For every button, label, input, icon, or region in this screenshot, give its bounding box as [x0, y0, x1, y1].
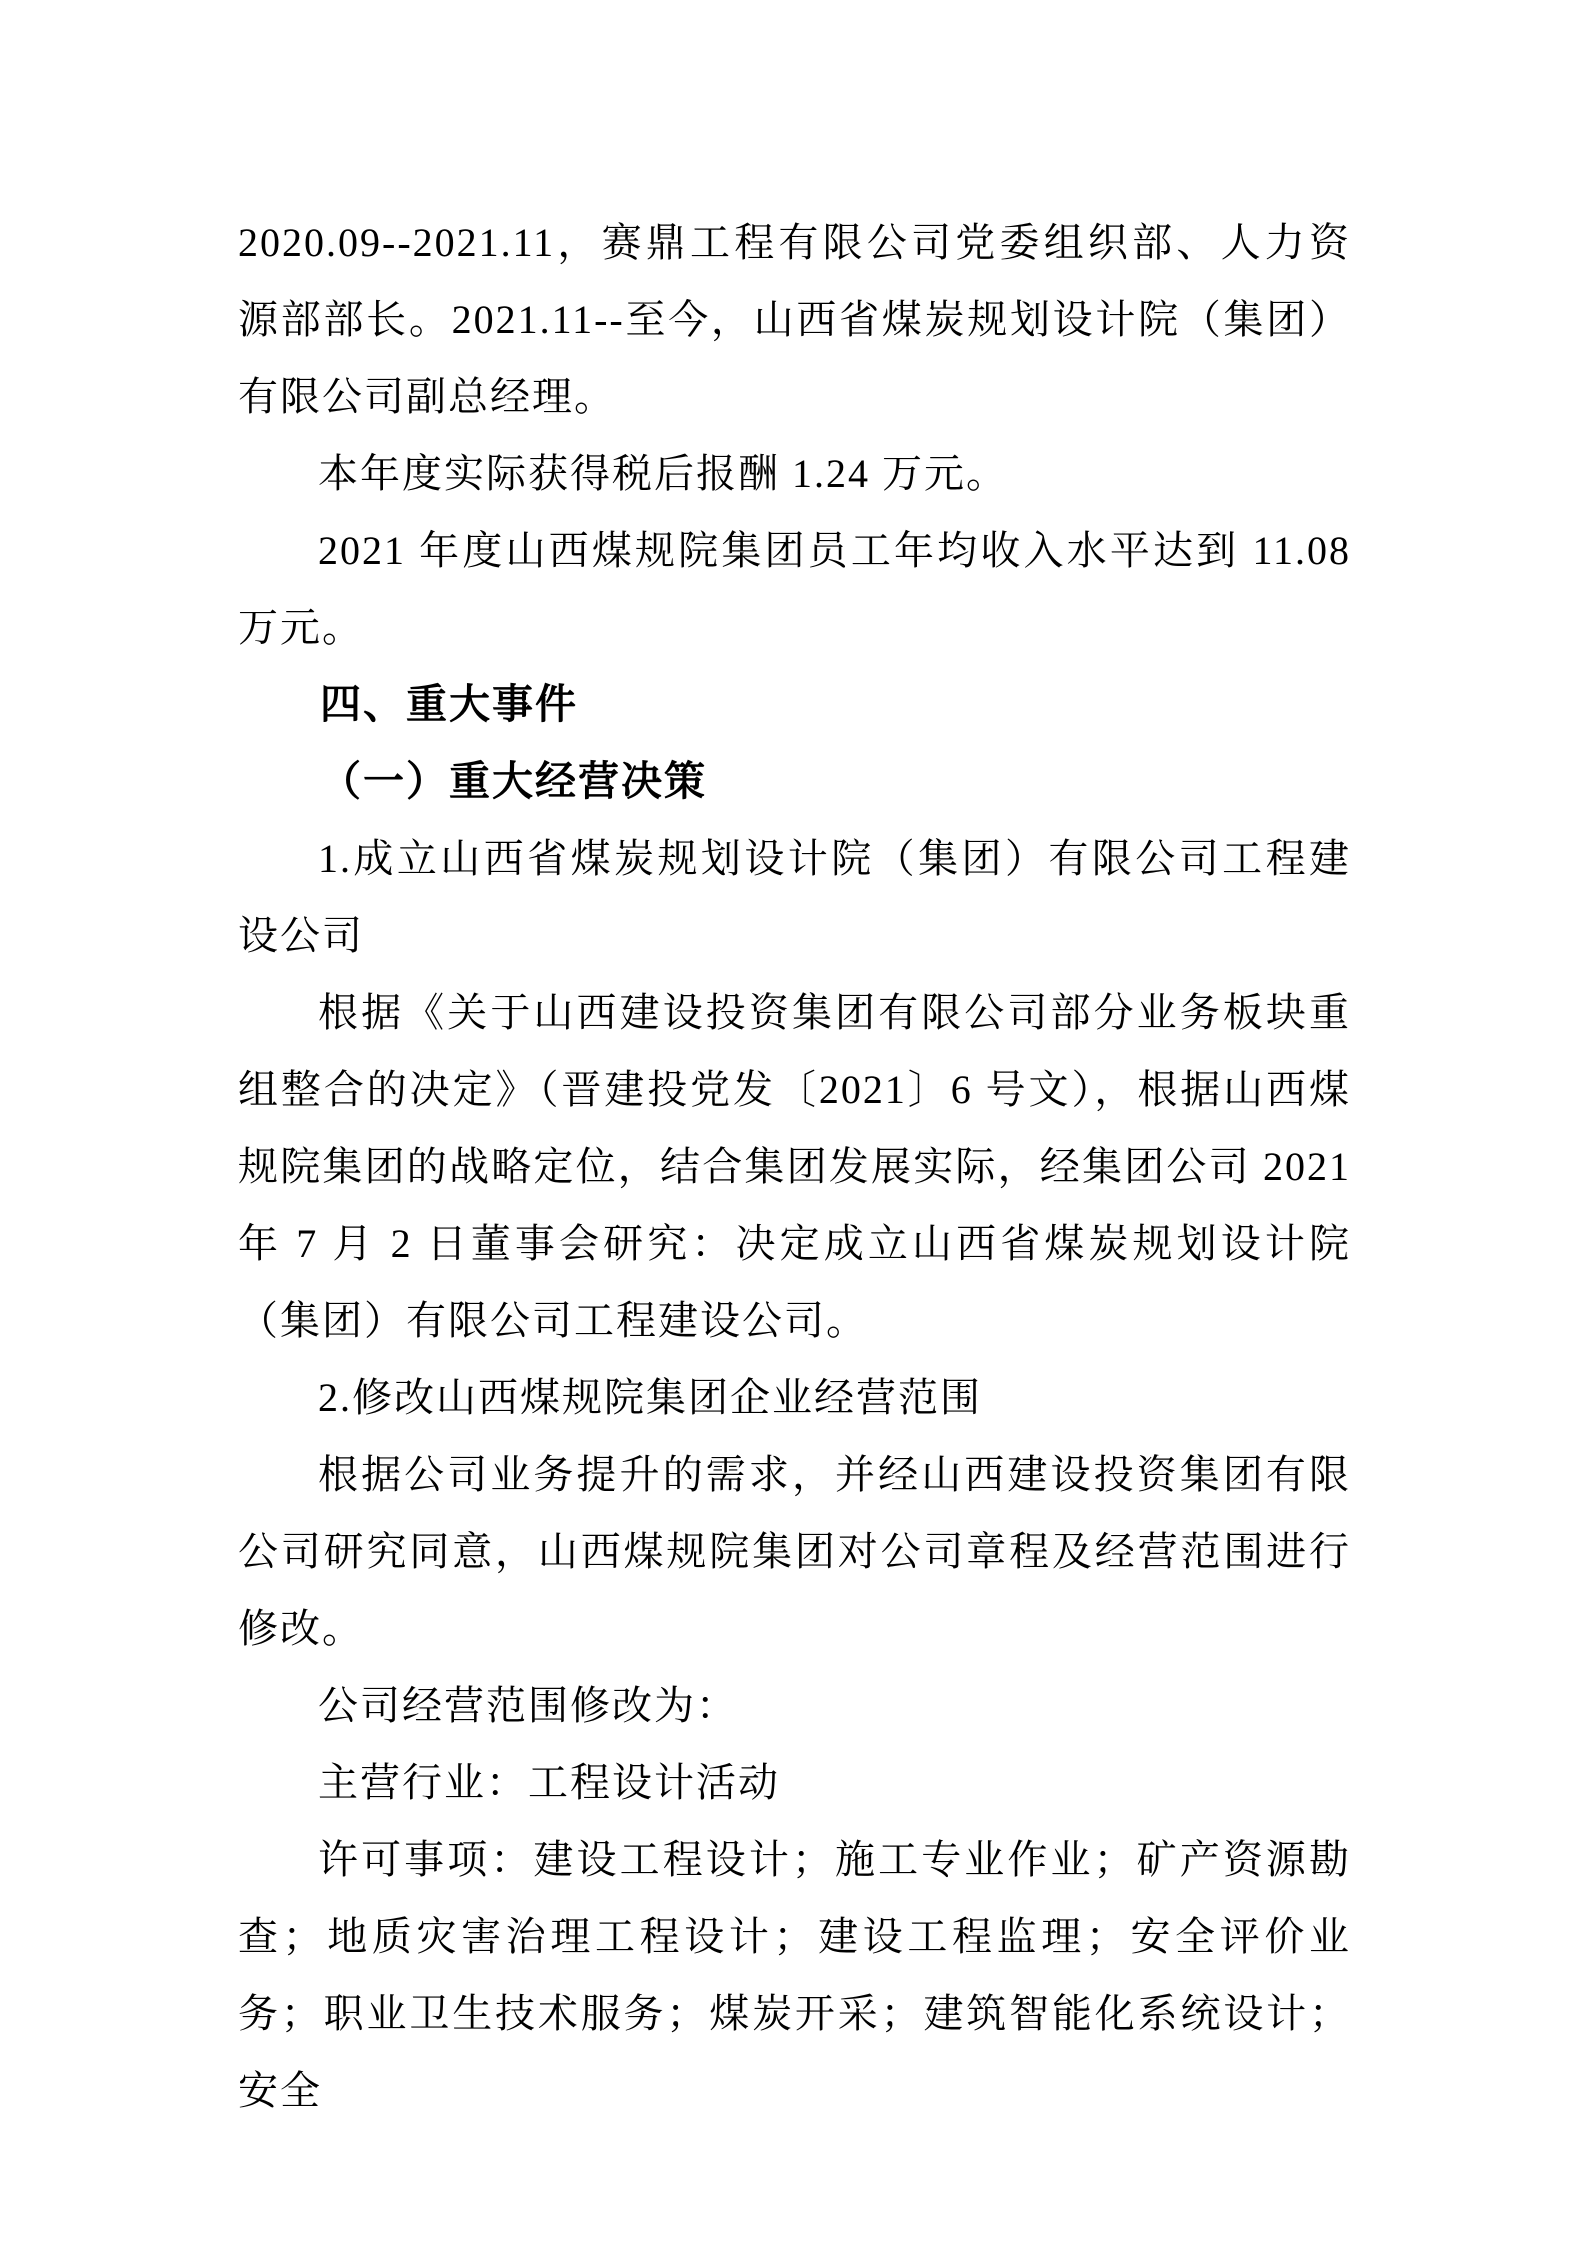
heading-major-business-decisions: （一）重大经营决策	[320, 758, 707, 804]
para-item2-body: 根据公司业务提升的需求，并经山西建设投资集团有限公司研究同意，山西煤规院集团对公司章程及经营范围进行修改。	[238, 1452, 1351, 1651]
para-scope-intro: 公司经营范围修改为：	[318, 1683, 738, 1728]
para-average-income: 2021 年度山西煤规院集团员工年均收入水平达到 11.08 万元。	[238, 528, 1351, 650]
para-career-history: 2020.09--2021.11，赛鼎工程有限公司党委组织部、人力资源部部长。2021.11--至今，山西省煤炭规划设计院（集团）有限公司副总经理。	[238, 220, 1351, 419]
para-item1-body: 根据《关于山西建设投资集团有限公司部分业务板块重组整合的决定》（晋建投党发〔2021〕6 号文），根据山西煤规院集团的战略定位，结合集团发展实际，经集团公司 2021 年 7 月 2 日董事会研究：决定成立山西省煤炭规划设计院（集团）有限公司工程建设公司。	[238, 990, 1351, 1343]
para-item1-title: 1.成立山西省煤炭规划设计院（集团）有限公司工程建设公司	[238, 836, 1351, 958]
para-licensed-items: 许可事项：建设工程设计；施工专业作业；矿产资源勘查；地质灾害治理工程设计；建设工程监理；安全评价业务；职业卫生技术服务；煤炭开采；建筑智能化系统设计；安全	[238, 1837, 1351, 2113]
para-item2-title: 2.修改山西煤规院集团企业经营范围	[318, 1375, 982, 1420]
heading-major-events: 四、重大事件	[320, 681, 578, 727]
para-main-industry: 主营行业：工程设计活动	[318, 1760, 780, 1805]
para-annual-pay: 本年度实际获得税后报酬 1.24 万元。	[318, 451, 1008, 496]
